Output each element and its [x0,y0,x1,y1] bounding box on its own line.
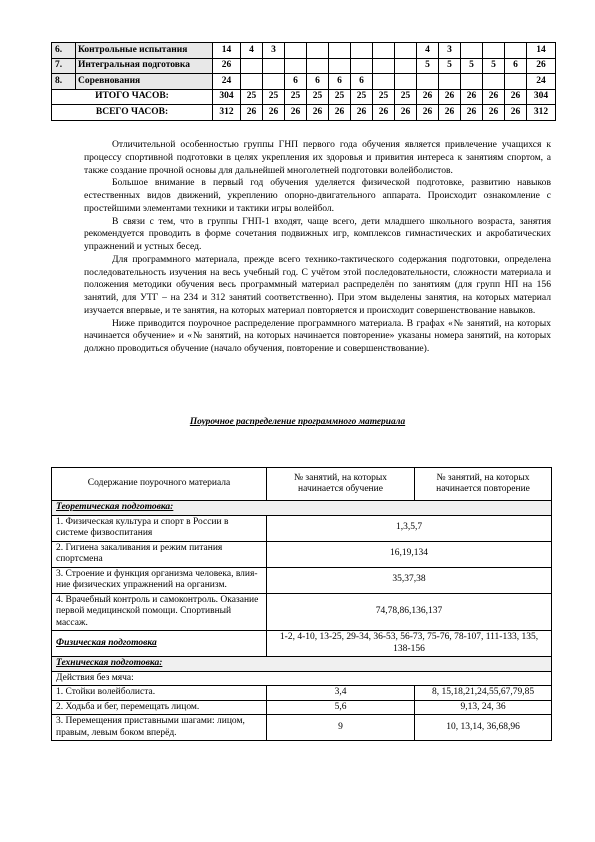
table-cell: 4 [417,43,439,59]
table-row [52,671,552,686]
row-number: 7. [52,58,76,74]
repeat-lessons-cell: 10, 13,14, 36,68,96 [415,715,552,741]
table-row [52,515,552,541]
table-row [52,501,552,516]
table-cell: 3 [439,43,461,59]
table-cell: 26 [417,105,439,121]
learn-lessons-cell: 9 [267,715,415,741]
table-cell: 26 [461,89,483,105]
topic-cell: 2. Ходьба и бег, перемещать лицом. [52,700,267,715]
table-cell: 312 [213,105,241,121]
table-cell: 25 [329,89,351,105]
column-header-content: Содержание поурочного материала [52,468,267,501]
section-heading: Физическая подготовка [52,631,267,657]
table-cell: 5 [461,58,483,74]
table-cell: 26 [395,105,417,121]
table-cell: 4 [241,43,263,59]
table-cell [417,74,439,90]
table-cell: 24 [213,74,241,90]
lesson-numbers-cell: 1-2, 4-10, 13-25, 29-34, 36-53, 56-73, 75-76, 78-107, 111-133, 135, 138-156 [267,631,552,657]
table-header-row [52,468,552,501]
table-cell: 26 [417,89,439,105]
table-row [52,541,552,567]
hours-table [51,42,556,121]
table-cell: 26 [483,89,505,105]
table-cell: 26 [461,105,483,121]
column-header-learn: № занятий, на которых начинается обучение [267,468,415,501]
row-number: 8. [52,74,76,90]
lesson-numbers-cell: 74,78,86,136,137 [267,593,552,631]
table-cell: 25 [241,89,263,105]
table-cell: 25 [351,89,373,105]
row-label: Соревнования [76,74,213,90]
column-header-repeat: № занятий, на которых начинается повторение [415,468,552,501]
lesson-numbers-cell: 35,37,38 [267,567,552,593]
table-cell: 26 [439,105,461,121]
lesson-numbers-cell: 1,3,5,7 [267,515,552,541]
learn-lessons-cell: 3,4 [267,686,415,701]
table-cell [439,74,461,90]
topic-cell: 1. Стойки волейболиста. [52,686,267,701]
table-cell: 24 [527,74,556,90]
table-row [52,43,556,59]
table-cell: 26 [285,105,307,121]
table-cell: 26 [351,105,373,121]
lesson-distribution-table [51,467,552,741]
table-cell: 26 [483,105,505,121]
table-cell [285,58,307,74]
table-cell: 26 [505,89,527,105]
table-cell: 5 [483,58,505,74]
body-text [84,139,551,356]
table-cell: 26 [307,105,329,121]
table-cell [461,74,483,90]
table-cell [373,58,395,74]
topic-cell: 1. Физическая культура и спорт в России в системе физвоспитания [52,515,267,541]
table-cell [505,43,527,59]
paragraph: Для программного материала, прежде всего технико-тактического содержания подготовки, определена последовательность изучения на весь учебный год. С учётом этой последовательности, сложности материала и положения методики обучения весь программный материал распределён по занятиям (для групп НП на 156 занятий, для УТГ – на 234 и 312 занятий соответственно). При этом выделены занятия, на которых материал изучается впервые, и те занятия, на которых материал повторяется и происходит совершенствование навыков. [84,253,551,316]
paragraph: В связи с тем, что в группы ГНП-1 входят, чаще всего, дети младшего школьного возраста, занятия рекомендуется проводить в форме сочетания подвижных игр, комплексов гимнастических и акробатических упражнений и устных бесед. [84,215,551,252]
table-cell [241,58,263,74]
table-cell: 25 [307,89,329,105]
table-cell [395,58,417,74]
total-label: ВСЕГО ЧАСОВ: [52,105,213,121]
table-cell: 26 [329,105,351,121]
table-cell [285,43,307,59]
table-cell: 304 [527,89,556,105]
table-cell: 5 [439,58,461,74]
table-cell [373,74,395,90]
table-cell: 14 [213,43,241,59]
table-cell [351,43,373,59]
table-cell: 304 [213,89,241,105]
table-cell: 6 [351,74,373,90]
table-row [52,686,552,701]
learn-lessons-cell: 5,6 [267,700,415,715]
table-row [52,593,552,631]
table-row [52,715,552,741]
paragraph: Ниже приводится поурочное распределение программного материала. В графах «№ занятий, на которых начинается обучение» и «№ занятий, на которых начинается повторение» указаны номера занятий, на которых должно проводиться обучение (начало обучения, повторение и совершенствование). [84,317,551,354]
section-heading: Теоретическая подготовка: [52,501,552,516]
table-cell [395,74,417,90]
topic-cell: 3. Строение и функция организма человека, влия-ние физических упражнений на организм. [52,567,267,593]
paragraph: Большое внимание в первый год обучения уделяется физической подготовке, развитию навыков естественных видов движений, укреплению опорно-двигательного аппарата. Происходит ознакомление с простейшими элементами техники и тактики игры волейбол. [84,177,551,214]
table-cell: 26 [373,105,395,121]
subheading: Действия без мяча: [52,671,552,686]
table-cell: 26 [527,58,556,74]
repeat-lessons-cell: 8, 15,18,21,24,55,67,79,85 [415,686,552,701]
table-cell [483,43,505,59]
total-row [52,105,556,121]
table-cell: 26 [505,105,527,121]
table-row [52,700,552,715]
table-cell: 14 [527,43,556,59]
table-cell: 6 [329,74,351,90]
table-cell [307,58,329,74]
table-cell: 25 [263,89,285,105]
table-cell [263,58,285,74]
table-row [52,74,556,90]
table-cell: 6 [505,58,527,74]
section-title: Поурочное распределение программного материала [189,417,406,427]
table-row [52,631,552,657]
table-row [52,567,552,593]
table-cell: 6 [285,74,307,90]
table-cell: 6 [307,74,329,90]
table-cell: 312 [527,105,556,121]
table-cell: 25 [285,89,307,105]
row-label: Контрольные испытания [76,43,213,59]
table-cell: 26 [213,58,241,74]
table-cell [483,74,505,90]
lesson-numbers-cell: 16,19,134 [267,541,552,567]
table-cell [241,74,263,90]
table-cell: 25 [395,89,417,105]
table-cell: 26 [439,89,461,105]
table-row [52,58,556,74]
table-cell [329,43,351,59]
table-cell: 26 [263,105,285,121]
topic-cell: 4. Врачебный контроль и самоконтроль. Оказание первой медицинской помощи. Спортивный массаж. [52,593,267,631]
table-cell [461,43,483,59]
repeat-lessons-cell: 9,13, 24, 36 [415,700,552,715]
table-cell: 26 [241,105,263,121]
total-label: ИТОГО ЧАСОВ: [52,89,213,105]
table-cell [329,58,351,74]
table-cell: 3 [263,43,285,59]
table-cell: 25 [373,89,395,105]
section-heading: Техническая подготовка: [52,657,552,672]
topic-cell: 3. Перемещения приставными шагами: лицом, правым, левым боком вперёд. [52,715,267,741]
table-cell [351,58,373,74]
table-cell [373,43,395,59]
total-row [52,89,556,105]
row-number: 6. [52,43,76,59]
table-cell: 5 [417,58,439,74]
table-cell [395,43,417,59]
table-cell [307,43,329,59]
paragraph: Отличительной особенностью группы ГНП первого года обучения является привлечение учащихся к процессу спортивной подготовки в целях укрепления их здоровья и привития интереса к занятиям спортом, а также создание прочной основы для дальнейшей многолетней подготовки волейболистов. [84,139,551,176]
table-cell [505,74,527,90]
table-cell [263,74,285,90]
topic-cell: 2. Гигиена закаливания и режим питания спортсмена [52,541,267,567]
table-row [52,657,552,672]
row-label: Интегральная подготовка [76,58,213,74]
